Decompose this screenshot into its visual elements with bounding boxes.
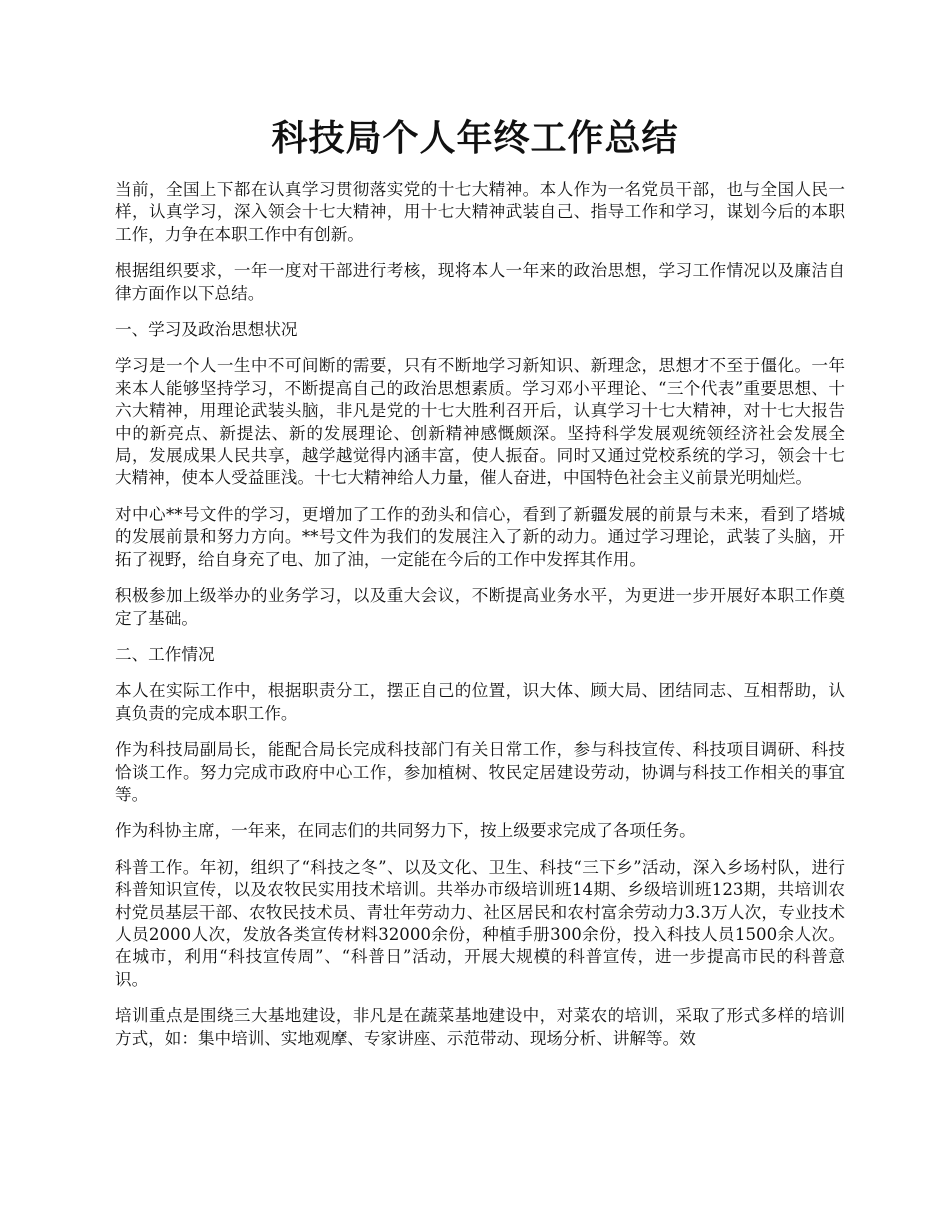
document-body: [115, 179, 845, 1064]
paragraph-training: 培训重点是围绕三大基地建设，非凡是在蔬菜基地建设中，对菜农的培训，采取了形式多样的培训方式，如：集中培训、实地观摩、专家讲座、示范带动、现场分析、讲解等。效: [115, 1006, 845, 1048]
paragraph-purpose: 根据组织要求，一年一度对干部进行考核，现将本人一年来的政治思想，学习工作情况以及廉洁自律方面作以下总结。: [115, 261, 845, 303]
paragraph-study: 学习是一个人一生中不可间断的需要，只有不断地学习新知识、新理念，思想才不至于僵化。一年来本人能够坚持学习，不断提高自己的政治思想素质。学习邓小平理论、“三个代表”重要思想、十六大精神，用理论武装头脑，非凡是党的十七大胜利召开后，认真学习十七大精神，对十七大报告中的新亮点、新提法、新的发展理论、创新精神感慨颇深。坚持科学发展观统领经济社会发展全局，发展成果人民共享，越学越觉得内涵丰富，使人振奋。同时又通过党校系统的学习，领会十七大精神，使本人受益匪浅。十七大精神给人力量，催人奋进，中国特色社会主义前景光明灿烂。: [115, 356, 845, 488]
paragraph-document-study: 对中心**号文件的学习，更增加了工作的劲头和信心，看到了新疆发展的前景与未来，看到了塔城的发展前景和努力方向。**号文件为我们的发展注入了新的动力。通过学习理论，武装了头脑，开拓了视野，给自身充了电、加了油，一定能在今后的工作中发挥其作用。: [115, 504, 845, 569]
document-title: 科技局个人年终工作总结: [271, 117, 679, 159]
section-heading-study: 一、学习及政治思想状况: [115, 320, 298, 340]
section-heading-work: 二、工作情况: [115, 644, 215, 664]
paragraph-work-duty: 本人在实际工作中，根据职责分工，摆正自己的位置，识大体、顾大局、团结同志、互相帮助，认真负责的完成本职工作。: [115, 681, 845, 723]
paragraph-intro: 当前，全国上下都在认真学习贯彻落实党的十七大精神。本人作为一名党员干部，也与全国人民一样，认真学习，深入领会十七大精神，用十七大精神武装自己、指导工作和学习，谋划今后的本职工作，力争在本职工作中有创新。: [115, 180, 845, 244]
paragraph-deputy-director: 作为科技局副局长，能配合局长完成科技部门有关日常工作，参与科技宣传、科技项目调研、科技恰谈工作。努力完成市政府中心工作，参加植树、牧民定居建设劳动，协调与科技工作相关的事宜等。: [115, 740, 845, 804]
paragraph-business-study: 积极参加上级举办的业务学习，以及重大会议，不断提高业务水平，为更进一步开展好本职工作奠定了基础。: [115, 586, 845, 628]
paragraph-science-popularization: 科普工作。年初，组织了“科技之冬”、以及文化、卫生、科技“三下乡”活动，深入乡场村队，进行科普知识宣传，以及农牧民实用技术培训。共举办市级培训班14期、乡级培训班123期，共培训农村党员基层干部、农牧民技术员、青壮年劳动力、社区居民和农村富余劳动力3.3万人次，专业技术人员2000人次，发放各类宣传材料32000余份，种植手册300余份，投入科技人员1500余人次。在城市，利用“科技宣传周”、“科普日”活动，开展大规模的科普宣传，进一步提高市民的科普意识。: [115, 857, 845, 989]
paragraph-association-chair: 作为科协主席，一年来，在同志们的共同努力下，按上级要求完成了各项任务。: [115, 821, 696, 841]
